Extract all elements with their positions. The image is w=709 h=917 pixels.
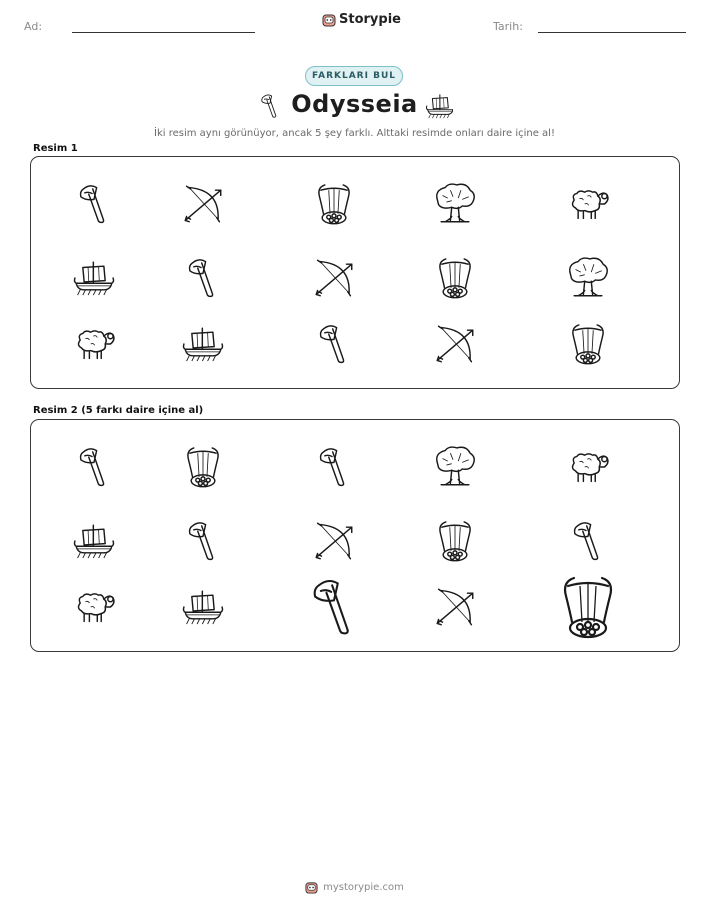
axe-icon: [311, 321, 357, 367]
picture-1-cell-2-3: [289, 243, 379, 313]
picture-1-panel: [30, 156, 680, 389]
ship-icon: [180, 321, 226, 367]
picture-2-cell-3-5[interactable]: [543, 572, 633, 642]
storypie-logo-icon: [322, 13, 336, 27]
picture-2-cell-3-1[interactable]: [49, 572, 139, 642]
ram-icon: [71, 584, 117, 630]
page-title: Odysseia: [291, 90, 418, 118]
picture-2-cell-3-4[interactable]: [410, 572, 500, 642]
ram-icon: [565, 181, 611, 227]
picture-1-cell-3-2: [158, 309, 248, 379]
picture-2-cell-2-1[interactable]: [49, 506, 139, 576]
lyre-icon: [432, 255, 478, 301]
picture-2-label: Resim 2 (5 farkı daire içine al): [33, 405, 204, 416]
ship-icon: [71, 255, 117, 301]
lyre-icon: [565, 321, 611, 367]
viking-ship-icon: [423, 92, 453, 120]
picture-2-cell-3-2[interactable]: [158, 572, 248, 642]
picture-2-cell-1-3[interactable]: [289, 432, 379, 502]
picture-1-cell-3-4: [410, 309, 500, 379]
bow-arrow-icon: [311, 518, 357, 564]
picture-1-cell-1-2: [158, 169, 248, 239]
axe-icon: [301, 574, 367, 640]
tree-icon: [432, 181, 478, 227]
footer-url: mystorypie.com: [323, 882, 404, 893]
picture-2-cell-2-4[interactable]: [410, 506, 500, 576]
picture-1-cell-1-4: [410, 169, 500, 239]
ship-icon: [180, 584, 226, 630]
tree-icon: [432, 444, 478, 490]
bow-arrow-icon: [311, 255, 357, 301]
storypie-logo-icon: [305, 881, 318, 894]
instruction-text: İki resim aynı görünüyor, ancak 5 şey farklı. Alttaki resimde onları daire içine al!: [154, 128, 555, 139]
footer: [0, 881, 709, 894]
picture-2-cell-2-5[interactable]: [543, 506, 633, 576]
picture-2-panel[interactable]: [30, 419, 680, 652]
picture-1-cell-1-1: [49, 169, 139, 239]
lyre-icon: [432, 518, 478, 564]
bow-arrow-icon: [180, 181, 226, 227]
axe-icon: [71, 181, 117, 227]
lyre-icon: [311, 181, 357, 227]
activity-badge: FARKLARI BUL: [305, 66, 403, 86]
ship-icon: [71, 518, 117, 564]
brand-name: Storypie: [339, 12, 401, 27]
name-line[interactable]: [72, 32, 255, 33]
picture-2-cell-2-3[interactable]: [289, 506, 379, 576]
axe-icon: [180, 255, 226, 301]
axe-icon: [71, 444, 117, 490]
tree-icon: [565, 255, 611, 301]
lyre-icon: [553, 572, 623, 642]
picture-2-cell-3-3[interactable]: [289, 572, 379, 642]
bow-arrow-icon: [432, 584, 478, 630]
axe-icon: [180, 518, 226, 564]
picture-1-label: Resim 1: [33, 143, 78, 154]
picture-2-cell-2-2[interactable]: [158, 506, 248, 576]
name-label: Ad:: [24, 20, 43, 33]
lyre-icon: [180, 444, 226, 490]
picture-1-cell-3-5: [543, 309, 633, 379]
picture-1-cell-3-1: [49, 309, 139, 379]
picture-1-cell-3-3: [289, 309, 379, 379]
brand-logo: [322, 12, 401, 27]
picture-1-cell-1-5: [543, 169, 633, 239]
picture-1-cell-2-4: [410, 243, 500, 313]
title-row: [0, 88, 709, 124]
picture-2-cell-1-5[interactable]: [543, 432, 633, 502]
ram-icon: [565, 444, 611, 490]
picture-1-cell-2-1: [49, 243, 139, 313]
axe-icon: [565, 518, 611, 564]
bow-arrow-icon: [432, 321, 478, 367]
date-label: Tarih:: [493, 20, 523, 33]
ram-icon: [71, 321, 117, 367]
axe-icon: [311, 444, 357, 490]
picture-2-cell-1-1[interactable]: [49, 432, 139, 502]
picture-1-cell-1-3: [289, 169, 379, 239]
picture-2-cell-1-2[interactable]: [158, 432, 248, 502]
date-line[interactable]: [538, 32, 686, 33]
picture-2-cell-1-4[interactable]: [410, 432, 500, 502]
picture-1-cell-2-2: [158, 243, 248, 313]
picture-1-cell-2-5: [543, 243, 633, 313]
